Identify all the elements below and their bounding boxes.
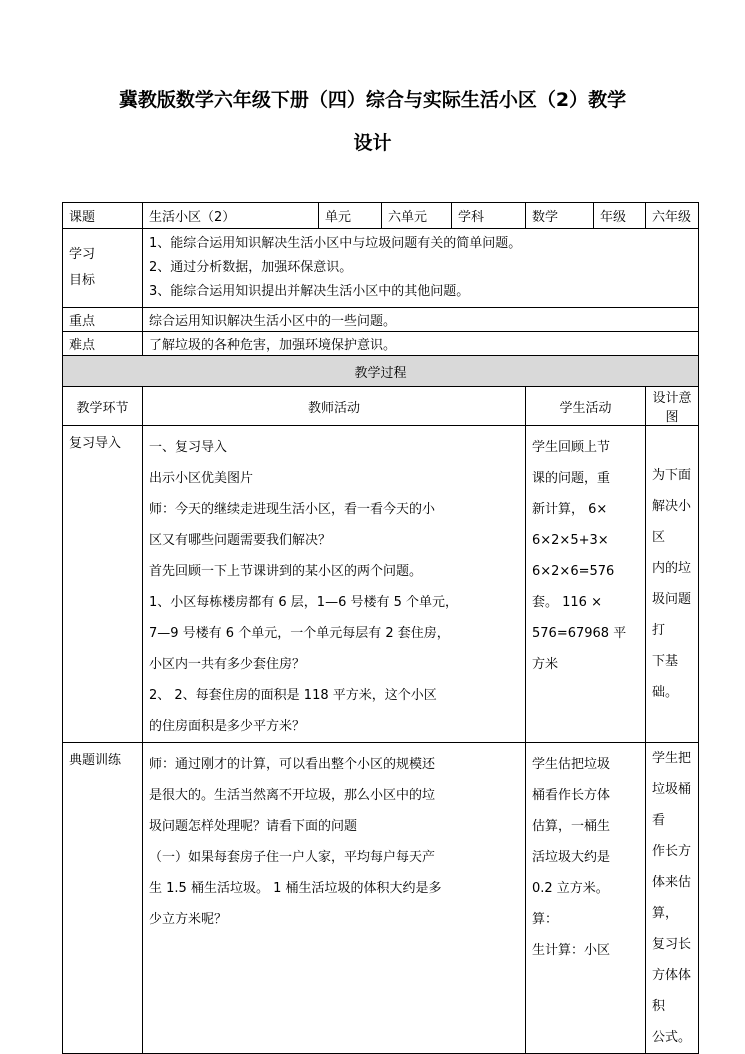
key-point-row xyxy=(63,308,699,332)
objectives-label-line-2: 目标 xyxy=(69,273,96,288)
training-student-line: 估算，一桶生 xyxy=(532,819,611,834)
grade-label: 年级 xyxy=(594,203,646,229)
training-intent-line: 学生把垃圾桶看 xyxy=(652,751,692,828)
review-student xyxy=(526,426,646,743)
training-row xyxy=(63,743,699,1054)
review-teacher-line: 首先回顾一下上节课讲到的某小区的两个问题。 xyxy=(149,564,423,579)
training-intent xyxy=(646,743,699,1054)
review-student-line: 6×2×6=576 xyxy=(532,564,615,579)
review-student-line: 6×2×5+3× xyxy=(532,533,609,548)
objectives-content xyxy=(143,229,699,308)
difficulty-value: 了解垃圾的各种危害，加强环境保护意识。 xyxy=(143,332,699,356)
review-teacher-line: 区又有哪些问题需要我们解决？ xyxy=(149,533,332,548)
unit-label: 单元 xyxy=(319,203,382,229)
review-teacher-line: 1、小区每栋楼房都有 6 层，1—6 号楼有 5 个单元， xyxy=(149,595,459,610)
review-student-line: 套。 116 × xyxy=(532,595,602,610)
training-student-line: 算： xyxy=(532,912,559,927)
training-student-line: 生计算：小区 xyxy=(532,943,611,958)
review-intent-line: 为下面解决小区 xyxy=(652,468,692,545)
course-label: 课题 xyxy=(63,203,143,229)
training-intent-line: 复习长方体体积 xyxy=(652,937,692,1014)
review-teacher-line: 的住房面积是多少平方米？ xyxy=(149,719,306,734)
review-student-line: 学生回顾上节 xyxy=(532,440,611,455)
key-point-label: 重点 xyxy=(63,308,143,332)
column-student: 学生活动 xyxy=(526,387,646,426)
review-student-line: 新计算， 6× xyxy=(532,502,608,517)
review-row xyxy=(63,426,699,743)
training-student-line: 桶看作长方体 xyxy=(532,788,611,803)
objectives-label xyxy=(63,229,143,308)
training-teacher-line: 少立方米呢？ xyxy=(149,912,228,927)
review-student-line: 方米 xyxy=(532,657,559,672)
objective-item: 2、通过分析数据，加强环保意识。 xyxy=(149,260,353,275)
subject-label: 学科 xyxy=(452,203,526,229)
training-teacher-line: （一）如果每套房子住一户人家，平均每户每天产 xyxy=(149,850,436,865)
training-intent-line: 作长方体来估算， xyxy=(652,844,692,921)
lesson-plan-table xyxy=(62,202,699,1054)
info-row xyxy=(63,203,699,229)
course-value: 生活小区（2） xyxy=(143,203,319,229)
document-title-line-2: 设计 xyxy=(353,132,392,154)
column-teacher: 教师活动 xyxy=(143,387,526,426)
objective-item: 3、能综合运用知识提出并解决生活小区中的其他问题。 xyxy=(149,284,470,299)
objectives-label-line-1: 学习 xyxy=(69,247,96,262)
process-header: 教学过程 xyxy=(63,356,699,387)
objective-item: 1、能综合运用知识解决生活小区中与垃圾问题有关的简单问题。 xyxy=(149,236,522,251)
training-teacher-line: 圾问题怎样处理呢？请看下面的问题 xyxy=(149,819,358,834)
process-header-row xyxy=(63,356,699,387)
training-teacher xyxy=(143,743,526,1054)
difficulty-row xyxy=(63,332,699,356)
unit-value: 六单元 xyxy=(382,203,452,229)
key-point-value: 综合运用知识解决生活小区中的一些问题。 xyxy=(143,308,699,332)
column-intent: 设计意图 xyxy=(646,387,699,426)
review-intent-line: 下基础。 xyxy=(652,654,679,700)
review-intent xyxy=(646,426,699,743)
document-title-line-1: 冀教版数学六年级下册（四）综合与实际生活小区（2）教学 xyxy=(118,89,627,111)
column-stage: 教学环节 xyxy=(63,387,143,426)
review-teacher-line: 小区内一共有多少套住房？ xyxy=(149,657,306,672)
review-teacher-line: 师：今天的继续走进现生活小区，看一看今天的小 xyxy=(149,502,436,517)
training-student-line: 学生估把垃圾 xyxy=(532,757,611,772)
training-intent-line: 公式。 xyxy=(652,1030,692,1045)
objectives-row xyxy=(63,229,699,308)
review-intent-line: 内的垃圾问题打 xyxy=(652,561,692,638)
review-stage: 复习导入 xyxy=(63,426,143,743)
review-student-line: 576=67968 平 xyxy=(532,626,627,641)
review-student-line: 课的问题，重 xyxy=(532,471,611,486)
training-student-line: 活垃圾大约是 xyxy=(532,850,611,865)
training-stage: 典题训练 xyxy=(63,743,143,1054)
difficulty-label: 难点 xyxy=(63,332,143,356)
training-teacher-line: 生 1.5 桶生活垃圾。 1 桶生活垃圾的体积大约是多 xyxy=(149,881,442,896)
grade-value: 六年级 xyxy=(646,203,699,229)
review-teacher xyxy=(143,426,526,743)
review-teacher-line: 出示小区优美图片 xyxy=(149,471,254,486)
process-columns-row xyxy=(63,387,699,426)
review-teacher-line: 2、 2、每套住房的面积是 118 平方米，这个小区 xyxy=(149,688,437,703)
training-teacher-line: 师：通过刚才的计算，可以看出整个小区的规模还 xyxy=(149,757,436,772)
training-teacher-line: 是很大的。生活当然离不开垃圾，那么小区中的垃 xyxy=(149,788,436,803)
subject-value: 数学 xyxy=(526,203,594,229)
review-teacher-line: 7—9 号楼有 6 个单元，一个单元每层有 2 套住房， xyxy=(149,626,450,641)
training-student xyxy=(526,743,646,1054)
review-teacher-line: 一、复习导入 xyxy=(149,440,228,455)
training-student-line: 0.2 立方米。 xyxy=(532,881,609,896)
